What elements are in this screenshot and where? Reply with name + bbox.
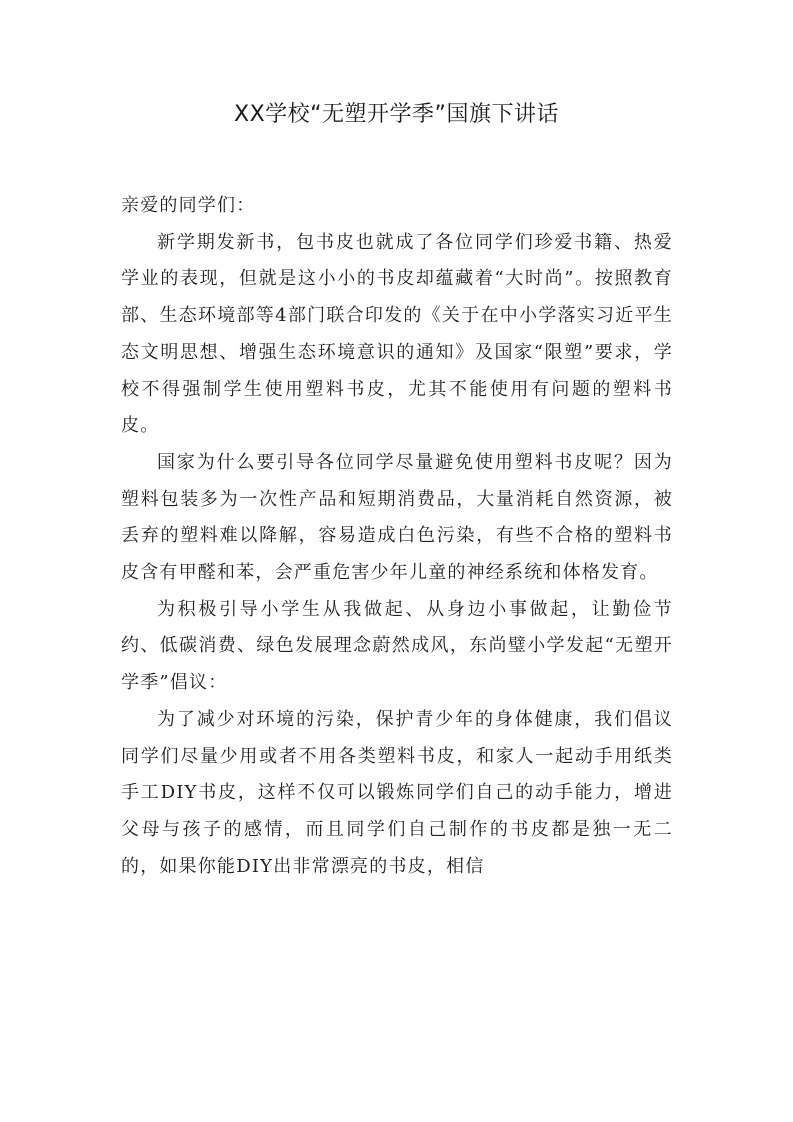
document-title: XX学校“无塑开学季”国旗下讲话 xyxy=(234,102,559,127)
paragraph-4: 为了减少对环境的污染，保护青少年的身体健康，我们倡议同学们尽量少用或者不用各类塑料书皮，和家人一起动手用纸类手工DIY书皮，这样不仅可以锻炼同学们自己的动手能力，增进父母与孩子的感情，而且同学们自己制作的书皮都是独一无二的，如果你能DIY出非常漂亮的书皮，相信 xyxy=(121,708,673,877)
salutation: 亲爱的同学们： xyxy=(121,195,256,216)
paragraph-1: 新学期发新书，包书皮也就成了各位同学们珍爱书籍、热爱学业的表现，但就是这小小的书皮却蕴藏着“大时尚”。按照教育部、生态环境部等4部门联合印发的《关于在中小学落实习近平生态文明思想、增强生态环境意识的通知》及国家“限塑”要求，学校不得强制学生使用塑料书皮，尤其不能使用有问题的塑料书皮。 xyxy=(121,231,673,437)
paragraph-3: 为积极引导小学生从我做起、从身边小事做起，让勤俭节约、低碳消费、绿色发展理念蔚然成风，东尚璧小学发起“无塑开学季”倡议： xyxy=(121,598,673,694)
document-body xyxy=(121,188,673,885)
paragraph-2: 国家为什么要引导各位同学尽量避免使用塑料书皮呢？因为塑料包装多为一次性产品和短期消费品，大量消耗自然资源，被丢弃的塑料难以降解，容易造成白色污染，有些不合格的塑料书皮含有甲醛和苯，会严重危害少年儿童的神经系统和体格发育。 xyxy=(121,451,673,584)
